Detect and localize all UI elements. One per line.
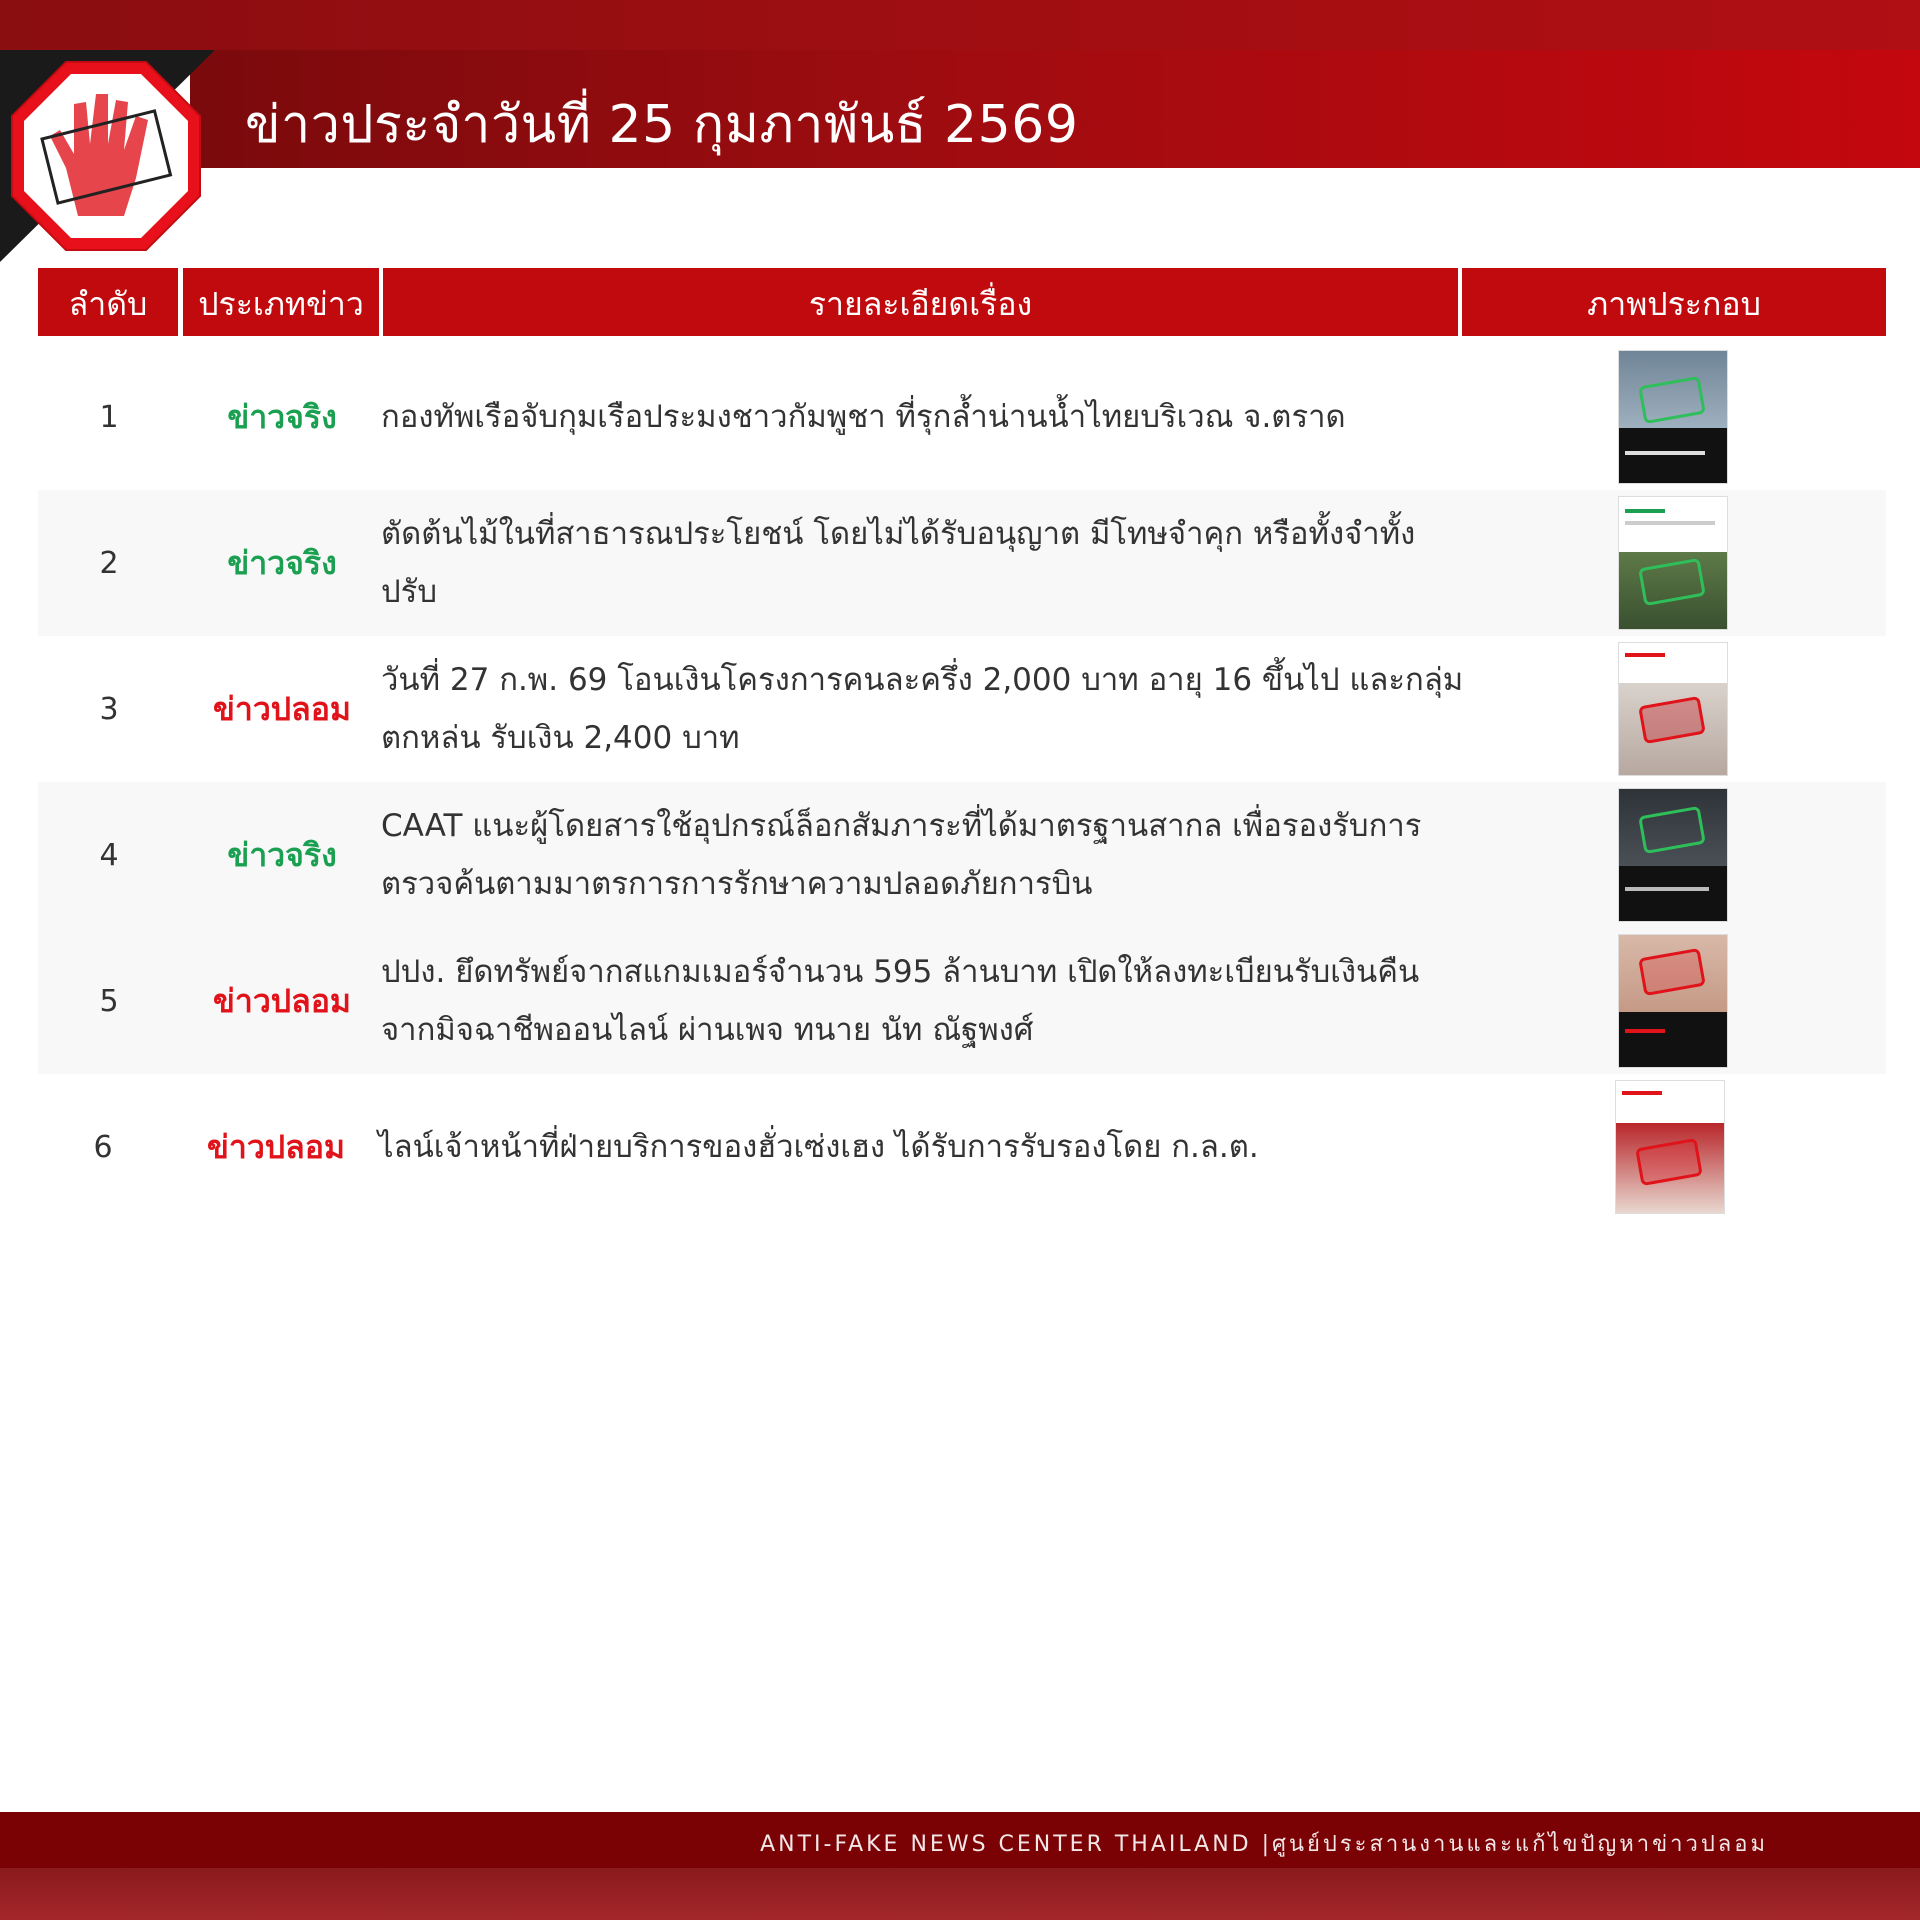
table-row (38, 928, 1886, 1074)
news-type-label: ข่าวปลอม (212, 981, 352, 1020)
news-detail: CAAT แนะผู้โดยสารใช้อุปกรณ์ล็อกสัมภาระที่ได้มาตรฐานสากล เพื่อรองรับการตรวจค้นตามมาตรการการรักษาความปลอดภัยการบิน (381, 808, 1422, 902)
news-type-label: ข่าวจริง (227, 397, 337, 436)
news-thumbnail[interactable] (1618, 934, 1728, 1068)
row-number: 5 (99, 983, 119, 1019)
table-row (38, 344, 1886, 490)
row-number: 2 (99, 545, 119, 581)
news-type-label: ข่าวปลอม (206, 1127, 346, 1166)
table-row (38, 1074, 1886, 1220)
page-title: ข่าวประจำวันที่ 25 กุมภาพันธ์ 2569 (245, 95, 1079, 155)
news-detail: วันที่ 27 ก.พ. 69 โอนเงินโครงการคนละครึ่ง 2,000 บาท อายุ 16 ขึ้นไป และกลุ่มตกหล่น รับเงิน 2,400 บาท (381, 662, 1464, 756)
column-header-type: ประเภทข่าว (183, 268, 379, 336)
table-row (38, 490, 1886, 636)
news-table (38, 268, 1886, 1166)
column-header-image: ภาพประกอบ (1462, 268, 1886, 336)
anti-fake-news-logo (8, 58, 204, 254)
table-row (38, 782, 1886, 928)
news-detail: ตัดต้นไม้ในที่สาธารณประโยชน์ โดยไม่ได้รับอนุญาต มีโทษจำคุก หรือทั้งจำทั้งปรับ (381, 516, 1416, 610)
news-type-label: ข่าวจริง (227, 835, 337, 874)
row-number: 6 (93, 1129, 113, 1165)
news-type-label: ข่าวจริง (227, 543, 337, 582)
news-thumbnail[interactable] (1615, 1080, 1725, 1214)
column-header-detail: รายละเอียดเรื่อง (383, 268, 1458, 336)
news-thumbnail[interactable] (1618, 788, 1728, 922)
news-thumbnail[interactable] (1618, 496, 1728, 630)
row-number: 3 (99, 691, 119, 727)
news-detail: ปปง. ยึดทรัพย์จากสแกมเมอร์จำนวน 595 ล้านบาท เปิดให้ลงทะเบียนรับเงินคืนจากมิจฉาชีพออนไลน์ ผ่านเพจ ทนาย นัท ณัฐพงศ์ (381, 954, 1420, 1048)
news-type-label: ข่าวปลอม (212, 689, 352, 728)
news-detail: ไลน์เจ้าหน้าที่ฝ่ายบริการของฮั่วเซ่งเฮง ได้รับการรับรองโดย ก.ล.ต. (378, 1129, 1259, 1165)
footer-bottom-strip (0, 1868, 1920, 1920)
footer-text: ANTI-FAKE NEWS CENTER THAILAND |ศูนย์ประสานงานและแก้ไขปัญหาข่าวปลอม (760, 1832, 1768, 1857)
news-thumbnail[interactable] (1618, 642, 1728, 776)
column-header-order: ลำดับ (38, 268, 178, 336)
header-top-strip (0, 0, 1920, 50)
row-number: 1 (99, 399, 119, 435)
row-number: 4 (99, 837, 119, 873)
table-row (38, 636, 1886, 782)
news-detail: กองทัพเรือจับกุมเรือประมงชาวกัมพูชา ที่รุกล้ำน่านน้ำไทยบริเวณ จ.ตราด (381, 399, 1346, 435)
table-header (38, 268, 1886, 336)
news-thumbnail[interactable] (1618, 350, 1728, 484)
